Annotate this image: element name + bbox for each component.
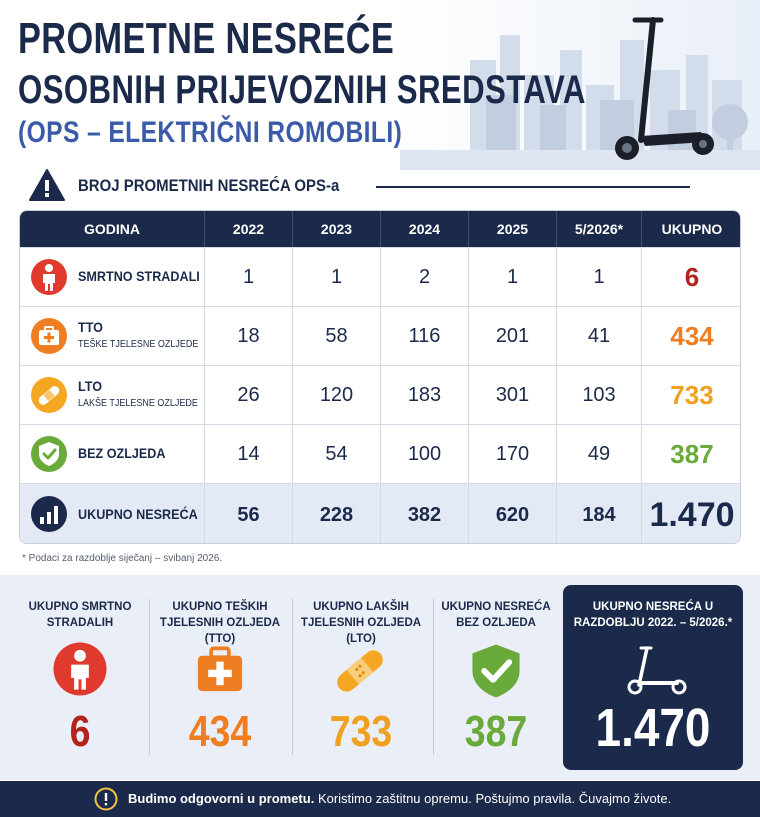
table-cell: 1 xyxy=(557,248,642,307)
row-label-cell xyxy=(20,425,205,484)
row-label-cell xyxy=(20,366,205,425)
summary-title-line2: BEZ OZLJEDA xyxy=(456,617,536,629)
table-cell: 184 xyxy=(557,484,642,544)
person-icon xyxy=(52,641,108,697)
table-cell: 26 xyxy=(205,366,293,425)
table-cell: 620 xyxy=(469,484,557,544)
table-cell: 228 xyxy=(293,484,381,544)
shield-check-icon xyxy=(30,435,68,473)
table-cell: 58 xyxy=(293,307,381,366)
row-label-cell xyxy=(20,307,205,366)
table-row-total xyxy=(20,483,741,544)
table-cell: 54 xyxy=(293,425,381,484)
header-2022: 2022 xyxy=(205,211,293,247)
header xyxy=(0,0,760,170)
summary-total-title-line2: RAZDOBLJU 2022. – 5/2026.* xyxy=(573,617,733,629)
row-label: BEZ OZLJEDA xyxy=(78,445,166,461)
scooter-icon xyxy=(625,645,689,697)
header-godina: GODINA xyxy=(20,211,205,247)
summary-item-lto xyxy=(294,575,428,780)
table-cell: 116 xyxy=(381,307,469,366)
first-aid-kit-icon xyxy=(30,317,68,355)
table-cell: 120 xyxy=(293,366,381,425)
table-row xyxy=(20,424,741,483)
title-line-3: (OPS – ELEKTRIČNI ROMOBILI) xyxy=(18,116,403,149)
bandage-icon xyxy=(329,641,391,701)
footnote: * Podaci za razdoblje siječanj – svibanj 2026. xyxy=(22,553,223,564)
footer-text: Koristimo zaštitnu opremu. Poštujmo pravila. Čuvajmo živote. xyxy=(314,791,672,806)
summary-title-line1: UKUPNO LAKŠIH xyxy=(313,601,409,613)
shield-check-icon xyxy=(468,641,524,701)
table-cell: 170 xyxy=(469,425,557,484)
table-cell: 100 xyxy=(381,425,469,484)
summary-title xyxy=(294,599,428,647)
summary-title xyxy=(20,599,140,631)
footer-bold-text: Budimo odgovorni u prometu. xyxy=(128,791,315,806)
row-total: 434 xyxy=(670,321,714,351)
table-cell: 301 xyxy=(469,366,557,425)
warning-icon xyxy=(28,168,66,202)
header-2026: 5/2026* xyxy=(557,211,642,247)
table-row xyxy=(20,365,741,424)
title-line-1: PROMETNE NESREĆE xyxy=(18,14,395,63)
summary-divider xyxy=(292,599,293,755)
table-cell: 201 xyxy=(469,307,557,366)
header-2023: 2023 xyxy=(293,211,381,247)
section-divider xyxy=(376,186,690,188)
summary-item-fatalities xyxy=(20,575,140,780)
summary-divider xyxy=(433,599,434,755)
summary-item-tto xyxy=(152,575,288,780)
row-label: SMRTNO STRADALI xyxy=(78,268,200,284)
first-aid-kit-icon xyxy=(192,641,248,697)
summary-total-value: 1.470 xyxy=(595,698,711,758)
table-cell: 382 xyxy=(381,484,469,544)
row-sublabel: LAKŠE TJELESNE OZLJEDE xyxy=(78,398,198,409)
table-cell: 103 xyxy=(557,366,642,425)
summary-divider xyxy=(149,599,150,755)
summary-title-line1: UKUPNO TEŠKIH xyxy=(172,601,268,613)
summary-value: 434 xyxy=(188,707,252,756)
table-cell: 1 xyxy=(469,248,557,307)
title-line-2: OSOBNIH PRIJEVOZNIH SREDSTAVA xyxy=(18,68,586,112)
accidents-table xyxy=(19,210,741,544)
summary-value: 387 xyxy=(464,707,528,756)
row-label: UKUPNO NESREĆA xyxy=(78,506,198,522)
table-cell: 1 xyxy=(205,248,293,307)
table-cell: 49 xyxy=(557,425,642,484)
row-total: 6 xyxy=(684,262,700,292)
summary-value: 6 xyxy=(69,707,91,756)
exclamation-icon xyxy=(94,787,118,811)
row-label: LTO xyxy=(78,378,103,394)
header-ukupno: UKUPNO xyxy=(661,221,723,237)
summary-value: 733 xyxy=(329,707,393,756)
section-title: BROJ PROMETNIH NESREĆA OPS-a xyxy=(78,176,340,195)
table-cell: 2 xyxy=(381,248,469,307)
summary-title-line1: UKUPNO SMRTNO xyxy=(28,601,132,613)
table-cell: 14 xyxy=(205,425,293,484)
table-cell: 41 xyxy=(557,307,642,366)
row-sublabel: TEŠKE TJELESNE OZLJEDE xyxy=(78,339,199,350)
summary-total-title-line1: UKUPNO NESREĆA U xyxy=(592,601,714,613)
footer-message xyxy=(128,791,671,806)
row-label: TTO xyxy=(78,319,103,335)
summary-panel xyxy=(0,575,760,780)
summary-title-line2: TJELESNIH OZLJEDA (LTO) xyxy=(300,617,422,645)
row-total: 387 xyxy=(670,439,714,469)
row-total: 733 xyxy=(670,380,714,410)
summary-title-line1: UKUPNO NESREĆA xyxy=(441,601,551,613)
table-row xyxy=(20,306,741,365)
section-heading xyxy=(28,168,388,204)
row-label-cell xyxy=(20,484,205,544)
table-cell: 1 xyxy=(293,248,381,307)
summary-total-card xyxy=(563,585,743,770)
summary-title-line2: TJELESNIH OZLJEDA (TTO) xyxy=(159,617,281,645)
row-label-cell xyxy=(20,248,205,307)
footer-bar xyxy=(0,781,760,817)
table-cell: 18 xyxy=(205,307,293,366)
table-row xyxy=(20,247,741,306)
summary-item-no-injury xyxy=(436,575,556,780)
scooter-illustration xyxy=(605,12,720,164)
person-icon xyxy=(30,258,68,296)
header-2024: 2024 xyxy=(381,211,469,247)
summary-total-title xyxy=(563,599,743,631)
bandage-icon xyxy=(30,376,68,414)
summary-title xyxy=(152,599,288,647)
table-cell: 56 xyxy=(205,484,293,544)
bar-chart-icon xyxy=(30,495,68,533)
table-header xyxy=(20,211,741,247)
summary-title xyxy=(436,599,556,631)
table-cell: 183 xyxy=(381,366,469,425)
header-2025: 2025 xyxy=(469,211,557,247)
summary-title-line2: STRADALIH xyxy=(46,617,114,629)
row-total: 1.470 xyxy=(649,496,735,534)
